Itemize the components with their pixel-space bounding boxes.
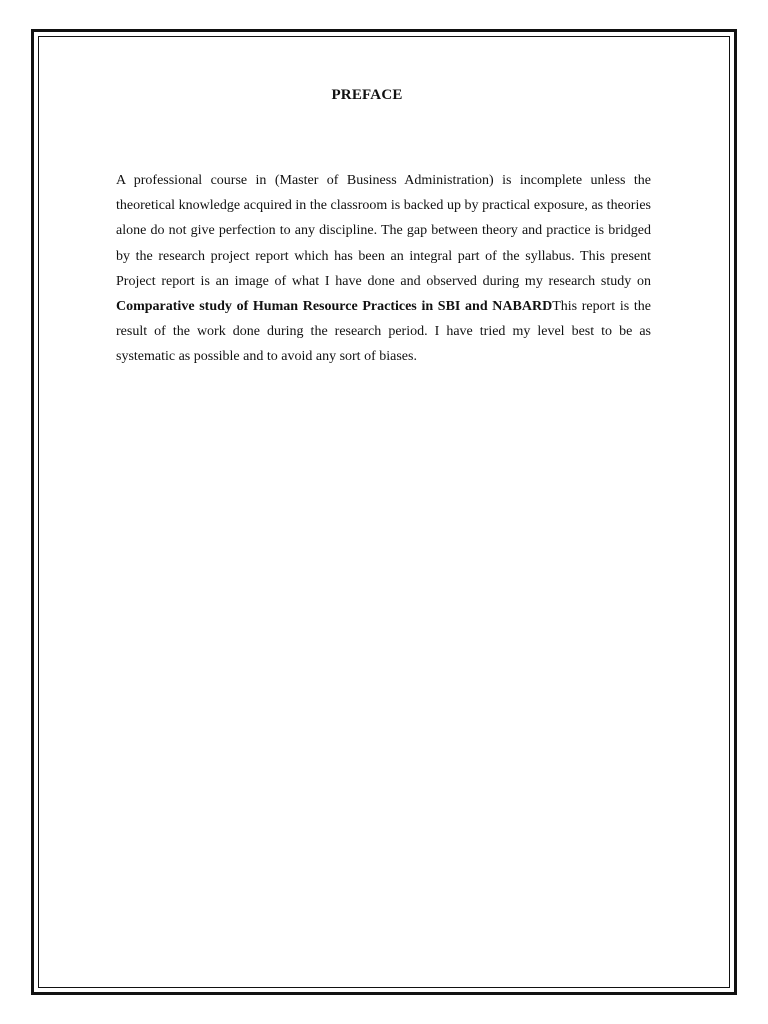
page-title: PREFACE bbox=[331, 87, 403, 103]
paragraph-text-end: This report is the result of the work done during the research period. I have tried my level best to be as systematic as possible and to avoid any sort of biases. bbox=[116, 299, 652, 365]
paragraph-text-start: A professional course in (Master of Business Administration) is incomplete unless the theoretical knowledge acquired in the classroom is backed up by practical exposure, as theories alone do not give perfection to any discipline. The gap between theory and practice is bridged by the research project report which has been an integral part of the syllabus. This present Project report is an image of what I have done and observed during my research study on bbox=[116, 173, 651, 289]
study-title-bold: Comparative study of Human Resource Practices in SBI and NABARD bbox=[116, 299, 553, 315]
preface-paragraph bbox=[116, 168, 651, 370]
